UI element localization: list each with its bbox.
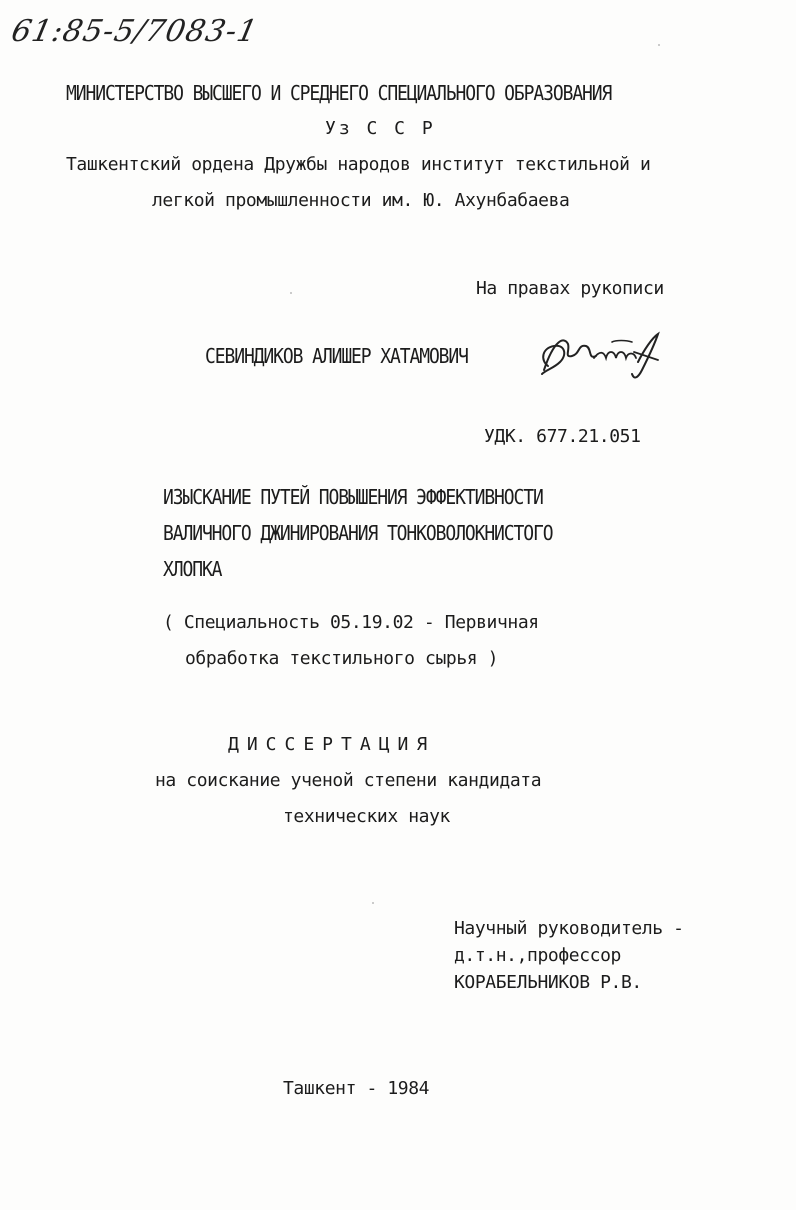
- rights-note: На правах рукописи: [476, 278, 664, 299]
- supervisor-line-3: КОРАБЕЛЬНИКОВ Р.В.: [454, 972, 642, 993]
- dissertation-heading: ДИССЕРТАЦИЯ: [228, 734, 436, 755]
- institute-line-2: легкой промышленности им. Ю. Ахунбабаева: [152, 190, 570, 211]
- supervisor-line-2: д.т.н.,профессор: [454, 945, 621, 966]
- paper-speck: [658, 44, 660, 46]
- paper-speck: [372, 902, 374, 904]
- republic-line: Уз С С Р: [325, 118, 436, 139]
- author-name: СЕВИНДИКОВ АЛИШЕР ХАТАМОВИЧ: [205, 345, 468, 369]
- specialty-line-1: ( Специальность 05.19.02 - Первичная: [163, 612, 539, 633]
- specialty-line-2: обработка текстильного сырья ): [185, 648, 499, 669]
- dissertation-line-1: на соискание ученой степени кандидата: [155, 770, 542, 791]
- paper-speck: [290, 292, 292, 294]
- title-line-1: ИЗЫСКАНИЕ ПУТЕЙ ПОВЫШЕНИЯ ЭФФЕКТИВНОСТИ: [163, 486, 543, 510]
- title-line-3: ХЛОПКА: [163, 558, 222, 582]
- dissertation-line-2: технических наук: [283, 806, 450, 827]
- institute-line-1: Ташкентский ордена Дружбы народов институт текстильной и: [66, 154, 651, 175]
- archive-number: 61:85-5/7083-1: [8, 14, 262, 49]
- footer-city-year: Ташкент - 1984: [283, 1078, 430, 1099]
- udk-code: УДК. 677.21.051: [484, 426, 641, 447]
- signature-image: [534, 330, 666, 386]
- ministry-line: МИНИСТЕРСТВО ВЫСШЕГО И СРЕДНЕГО СПЕЦИАЛЬНОГО ОБРАЗОВАНИЯ: [66, 82, 612, 106]
- supervisor-line-1: Научный руководитель -: [454, 918, 684, 939]
- title-line-2: ВАЛИЧНОГО ДЖИНИРОВАНИЯ ТОНКОВОЛОКНИСТОГО: [163, 522, 553, 546]
